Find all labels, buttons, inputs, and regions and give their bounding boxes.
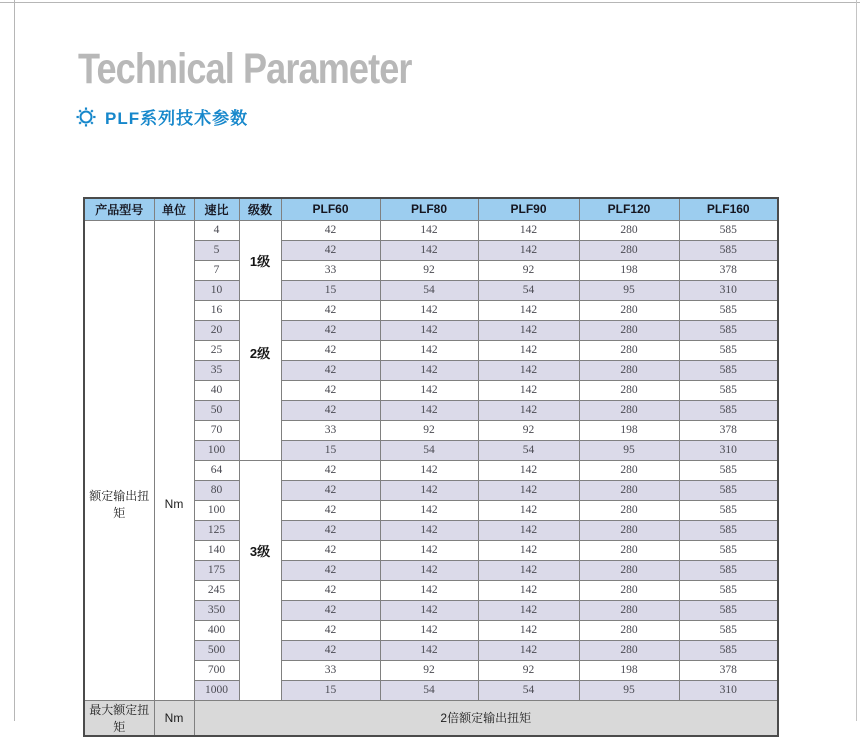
- value-cell: 33: [281, 660, 380, 680]
- value-cell: 142: [478, 520, 579, 540]
- value-cell: 54: [478, 440, 579, 460]
- value-cell: 585: [679, 480, 778, 500]
- value-cell: 42: [281, 360, 380, 380]
- value-cell: 280: [579, 220, 679, 240]
- ratio-cell: 100: [194, 440, 239, 460]
- column-header-5: PLF80: [380, 198, 478, 220]
- value-cell: 585: [679, 380, 778, 400]
- value-cell: 42: [281, 600, 380, 620]
- ratio-cell: 245: [194, 580, 239, 600]
- value-cell: 142: [478, 340, 579, 360]
- value-cell: 142: [380, 560, 478, 580]
- value-cell: 92: [478, 260, 579, 280]
- value-cell: 142: [478, 640, 579, 660]
- ratio-cell: 20: [194, 320, 239, 340]
- value-cell: 33: [281, 420, 380, 440]
- ratio-cell: 400: [194, 620, 239, 640]
- value-cell: 42: [281, 520, 380, 540]
- ratio-cell: 25: [194, 340, 239, 360]
- value-cell: 280: [579, 540, 679, 560]
- value-cell: 42: [281, 300, 380, 320]
- value-cell: 280: [579, 600, 679, 620]
- value-cell: 142: [380, 600, 478, 620]
- ratio-cell: 16: [194, 300, 239, 320]
- value-cell: 142: [380, 300, 478, 320]
- ratio-cell: 350: [194, 600, 239, 620]
- value-cell: 142: [380, 340, 478, 360]
- ratio-cell: 500: [194, 640, 239, 660]
- value-cell: 310: [679, 280, 778, 300]
- value-cell: 142: [380, 620, 478, 640]
- value-cell: 142: [380, 320, 478, 340]
- value-cell: 142: [478, 480, 579, 500]
- value-cell: 142: [478, 300, 579, 320]
- ratio-cell: 40: [194, 380, 239, 400]
- value-cell: 585: [679, 560, 778, 580]
- value-cell: 15: [281, 280, 380, 300]
- value-cell: 378: [679, 260, 778, 280]
- value-cell: 378: [679, 660, 778, 680]
- value-cell: 280: [579, 480, 679, 500]
- value-cell: 280: [579, 620, 679, 640]
- value-cell: 95: [579, 280, 679, 300]
- column-header-1: 单位: [154, 198, 194, 220]
- footer-label-cell: 最大额定扭矩: [84, 700, 154, 736]
- value-cell: 33: [281, 260, 380, 280]
- value-cell: 585: [679, 240, 778, 260]
- value-cell: 280: [579, 380, 679, 400]
- value-cell: 142: [380, 500, 478, 520]
- value-cell: 280: [579, 520, 679, 540]
- value-cell: 42: [281, 400, 380, 420]
- value-cell: 92: [380, 260, 478, 280]
- value-cell: 280: [579, 360, 679, 380]
- value-cell: 42: [281, 580, 380, 600]
- ratio-cell: 35: [194, 360, 239, 380]
- value-cell: 280: [579, 300, 679, 320]
- value-cell: 142: [380, 520, 478, 540]
- value-cell: 585: [679, 620, 778, 640]
- value-cell: 42: [281, 380, 380, 400]
- column-header-0: 产品型号: [84, 198, 154, 220]
- value-cell: 42: [281, 320, 380, 340]
- value-cell: 42: [281, 560, 380, 580]
- value-cell: 42: [281, 500, 380, 520]
- value-cell: 142: [478, 360, 579, 380]
- value-cell: 142: [478, 540, 579, 560]
- page-title: Technical Parameter: [78, 44, 412, 93]
- stage-label: 1级: [249, 253, 271, 269]
- value-cell: 42: [281, 540, 380, 560]
- stage-cell: [239, 300, 281, 460]
- value-cell: 280: [579, 340, 679, 360]
- gear-icon: [76, 107, 96, 127]
- ratio-cell: 1000: [194, 680, 239, 700]
- value-cell: 585: [679, 320, 778, 340]
- value-cell: 280: [579, 400, 679, 420]
- stage-cell: [239, 220, 281, 300]
- value-cell: 54: [478, 280, 579, 300]
- value-cell: 142: [380, 240, 478, 260]
- value-cell: 142: [478, 240, 579, 260]
- value-cell: 585: [679, 520, 778, 540]
- value-cell: 15: [281, 440, 380, 460]
- stage-label: 3级: [249, 543, 271, 559]
- value-cell: 42: [281, 640, 380, 660]
- value-cell: 585: [679, 500, 778, 520]
- unit-label: Nm: [164, 497, 184, 511]
- value-cell: 585: [679, 360, 778, 380]
- value-cell: 142: [478, 460, 579, 480]
- value-cell: 142: [478, 320, 579, 340]
- ratio-cell: 175: [194, 560, 239, 580]
- column-header-4: PLF60: [281, 198, 380, 220]
- ratio-cell: 100: [194, 500, 239, 520]
- value-cell: 198: [579, 420, 679, 440]
- column-header-2: 速比: [194, 198, 239, 220]
- value-cell: 142: [478, 580, 579, 600]
- value-cell: 585: [679, 640, 778, 660]
- spec-table-container: [83, 197, 779, 737]
- value-cell: 92: [478, 420, 579, 440]
- ratio-cell: 50: [194, 400, 239, 420]
- value-cell: 585: [679, 400, 778, 420]
- page-right-edge: [856, 0, 857, 721]
- value-cell: 54: [380, 680, 478, 700]
- value-cell: 142: [478, 400, 579, 420]
- column-header-8: PLF160: [679, 198, 778, 220]
- value-cell: 142: [380, 400, 478, 420]
- row-label-cell: [84, 220, 154, 700]
- ratio-cell: 7: [194, 260, 239, 280]
- value-cell: 142: [380, 360, 478, 380]
- value-cell: 310: [679, 680, 778, 700]
- value-cell: 42: [281, 480, 380, 500]
- value-cell: 585: [679, 580, 778, 600]
- stage-cell: [239, 460, 281, 700]
- value-cell: 54: [478, 680, 579, 700]
- ratio-cell: 5: [194, 240, 239, 260]
- value-cell: 142: [380, 480, 478, 500]
- spec-table: [83, 197, 779, 737]
- footer-note-cell: 2倍额定输出扭矩: [194, 700, 778, 736]
- value-cell: 280: [579, 460, 679, 480]
- column-header-7: PLF120: [579, 198, 679, 220]
- column-header-6: PLF90: [478, 198, 579, 220]
- value-cell: 142: [380, 540, 478, 560]
- ratio-cell: 10: [194, 280, 239, 300]
- ratio-cell: 125: [194, 520, 239, 540]
- value-cell: 280: [579, 320, 679, 340]
- value-cell: 142: [380, 580, 478, 600]
- value-cell: 310: [679, 440, 778, 460]
- ratio-cell: 80: [194, 480, 239, 500]
- unit-cell: [154, 220, 194, 700]
- ratio-cell: 140: [194, 540, 239, 560]
- ratio-cell: 4: [194, 220, 239, 240]
- value-cell: 142: [478, 600, 579, 620]
- value-cell: 585: [679, 460, 778, 480]
- value-cell: 280: [579, 240, 679, 260]
- column-header-3: 级数: [239, 198, 281, 220]
- value-cell: 198: [579, 260, 679, 280]
- value-cell: 142: [478, 220, 579, 240]
- value-cell: 585: [679, 340, 778, 360]
- row-label: 额定输出扭矩: [89, 489, 150, 520]
- value-cell: 142: [478, 560, 579, 580]
- table-row: [84, 220, 778, 240]
- ratio-cell: 700: [194, 660, 239, 680]
- footer-unit-cell: Nm: [154, 700, 194, 736]
- stage-label: 2级: [249, 345, 271, 361]
- value-cell: 585: [679, 220, 778, 240]
- value-cell: 280: [579, 560, 679, 580]
- value-cell: 378: [679, 420, 778, 440]
- value-cell: 585: [679, 300, 778, 320]
- value-cell: 142: [380, 220, 478, 240]
- table-footer-row: [84, 700, 778, 736]
- value-cell: 42: [281, 240, 380, 260]
- value-cell: 92: [380, 420, 478, 440]
- value-cell: 585: [679, 540, 778, 560]
- value-cell: 54: [380, 440, 478, 460]
- value-cell: 95: [579, 440, 679, 460]
- value-cell: 92: [380, 660, 478, 680]
- value-cell: 95: [579, 680, 679, 700]
- section-heading: [76, 104, 248, 129]
- value-cell: 142: [478, 380, 579, 400]
- value-cell: 42: [281, 340, 380, 360]
- value-cell: 198: [579, 660, 679, 680]
- ratio-cell: 70: [194, 420, 239, 440]
- section-heading-label: PLF系列技术参数: [105, 109, 249, 128]
- value-cell: 142: [478, 620, 579, 640]
- value-cell: 42: [281, 460, 380, 480]
- value-cell: 142: [380, 640, 478, 660]
- table-header-row: [84, 198, 778, 220]
- value-cell: 142: [380, 380, 478, 400]
- value-cell: 280: [579, 640, 679, 660]
- ratio-cell: 64: [194, 460, 239, 480]
- value-cell: 92: [478, 660, 579, 680]
- page-top-edge: [0, 2, 860, 3]
- value-cell: 142: [478, 500, 579, 520]
- value-cell: 42: [281, 620, 380, 640]
- value-cell: 585: [679, 600, 778, 620]
- page-left-edge: [14, 0, 15, 721]
- value-cell: 142: [380, 460, 478, 480]
- value-cell: 280: [579, 500, 679, 520]
- value-cell: 15: [281, 680, 380, 700]
- value-cell: 42: [281, 220, 380, 240]
- value-cell: 54: [380, 280, 478, 300]
- value-cell: 280: [579, 580, 679, 600]
